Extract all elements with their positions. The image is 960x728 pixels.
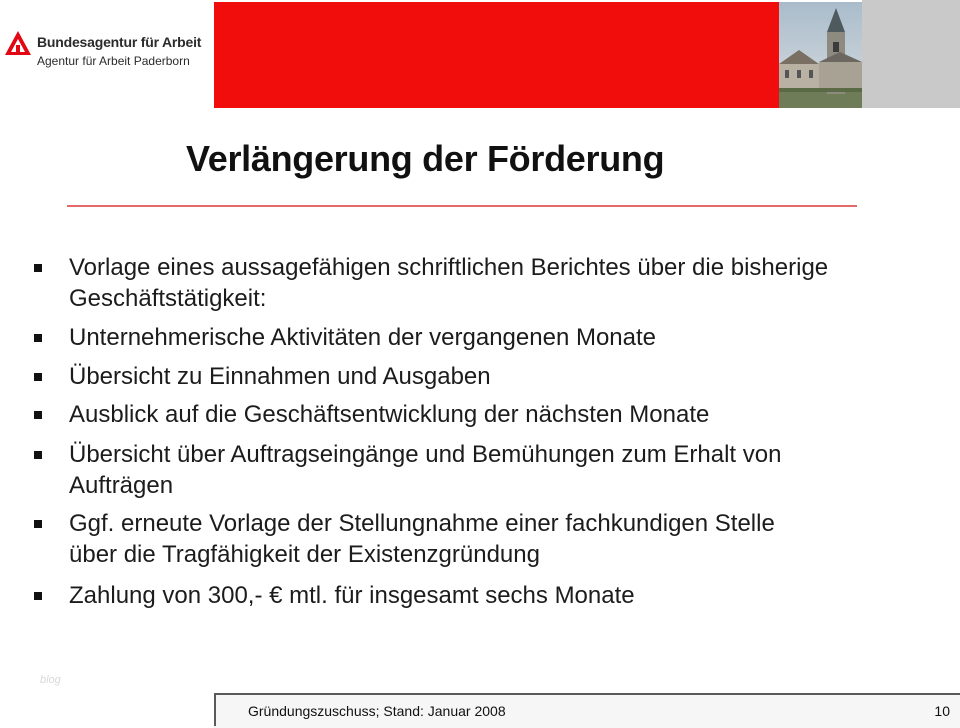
title-divider: [67, 205, 857, 207]
bullet-marker: [34, 451, 42, 459]
page-number: 10: [934, 703, 950, 719]
logo-area: [0, 0, 214, 108]
ba-logo-icon: [4, 30, 32, 56]
cathedral-photo: [779, 2, 862, 108]
header-red-band: [214, 2, 779, 108]
slide-header: [0, 0, 960, 108]
bullet-marker: [34, 520, 42, 528]
bullet-text: Unternehmerische Aktivitäten der vergangenen Monate: [69, 324, 657, 351]
header-grey-panel: [862, 0, 960, 108]
watermark: blog: [40, 674, 61, 686]
bullet-text: Zahlung von 300,- € mtl. für insgesamt sechs Monate: [69, 582, 635, 609]
bullet-marker: [34, 592, 42, 600]
bullet-text: Übersicht zu Einnahmen und Ausgaben: [69, 363, 491, 390]
cathedral-image-icon: [779, 2, 862, 108]
bullet-text: Vorlage eines aussagefähigen schriftlichen Berichtes über die bisherige: [69, 254, 829, 281]
bullet-text: Geschäftstätigkeit:: [69, 285, 267, 312]
footer-text: Gründungszuschuss; Stand: Januar 2008: [248, 703, 506, 719]
bullet-text: über die Tragfähigkeit der Existenzgründung: [69, 541, 540, 568]
bullet-text: Ggf. erneute Vorlage der Stellungnahme einer fachkundigen Stelle: [69, 510, 775, 537]
bullet-marker: [34, 373, 42, 381]
bullet-marker: [34, 411, 42, 419]
bullet-text: Ausblick auf die Geschäftsentwicklung der nächsten Monate: [69, 401, 710, 428]
bullet-text: Aufträgen: [69, 472, 174, 499]
bullet-marker: [34, 334, 42, 342]
org-name: Bundesagentur für Arbeit: [37, 34, 202, 50]
slide-footer: [214, 693, 960, 728]
footer-divider: [214, 693, 216, 726]
bullet-text: Übersicht über Auftragseingänge und Bemühungen zum Erhalt von: [69, 441, 782, 468]
org-subname: Agentur für Arbeit Paderborn: [37, 54, 190, 68]
bullet-marker: [34, 264, 42, 272]
slide-title: Verlängerung der Förderung: [186, 138, 665, 179]
